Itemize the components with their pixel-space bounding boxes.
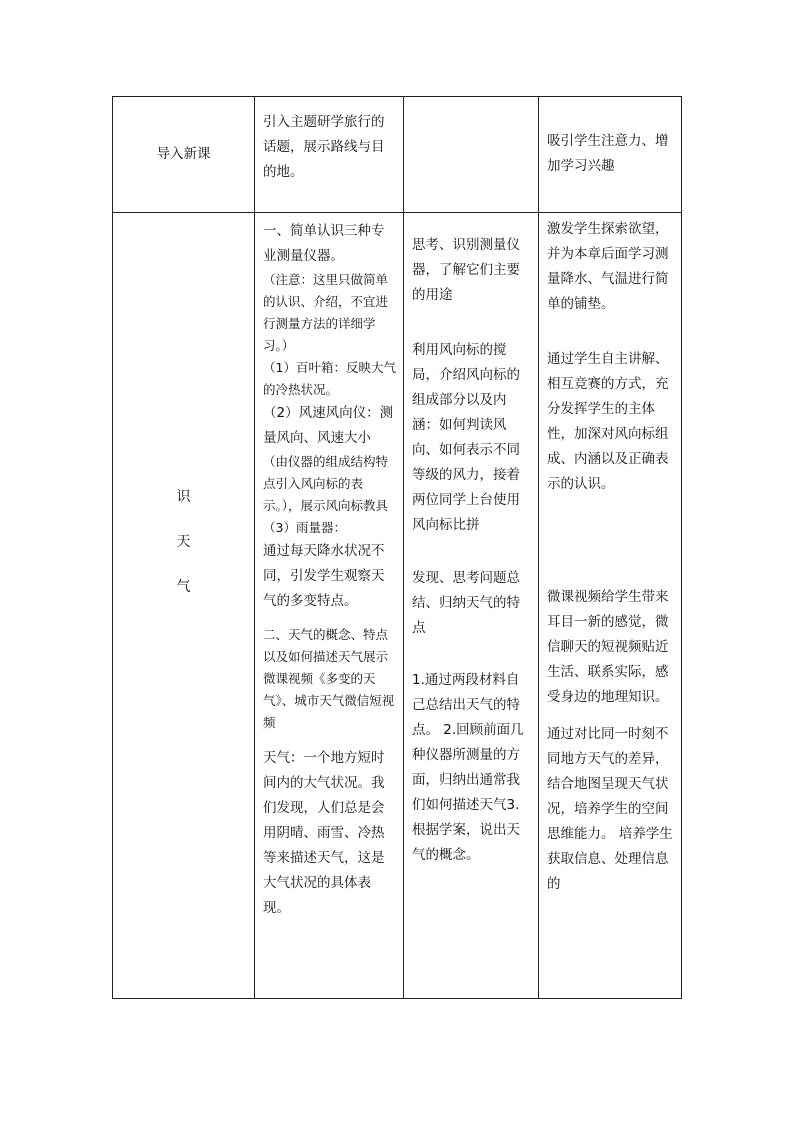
section-cell-intro: [113, 97, 255, 213]
purpose-paragraph: 通过对比同一时刻不同地方天气的差异，结合地图呈现天气状况，培养学生的空间思维能力。 培养学生获取信息、处理信息的: [547, 726, 673, 892]
table-row-intro: [113, 97, 682, 213]
design-purpose-cell: [539, 213, 682, 999]
teacher-paragraph: （2）风速风向仪：测量风向、风速大小: [263, 405, 394, 446]
section-cell-weather: [113, 213, 255, 999]
design-purpose-cell: [539, 97, 682, 213]
purpose-text: 吸引学生注意力、增加学习兴趣: [547, 133, 669, 174]
student-paragraph: 思考、识别测量仪器，了解它们主要的用途: [412, 237, 520, 303]
teacher-paragraph: （注意：这里只做简单的认识、介绍，不宜进行测量方法的详细学习。）: [263, 272, 389, 353]
section-char: 天: [176, 533, 191, 550]
teacher-activity-cell: [255, 97, 404, 213]
student-paragraph: 发现、思考问题总结、归纳天气的特点: [412, 570, 520, 636]
purpose-paragraph: 激发学生探索欲望，并为本章后面学习测量降水、气温进行简单的铺垫。: [547, 221, 669, 312]
section-char: 气: [176, 578, 191, 595]
section-label: 导入新课: [156, 145, 211, 162]
purpose-paragraph: 微课视频给学生带来耳目一新的感觉，微信聊天的短视频贴近生活、联系实际，感受身边的地理知识。: [547, 589, 669, 705]
table-row-weather: [113, 213, 682, 999]
teacher-paragraph: （由仪器的组成结构特点引入风向标的表示。），展示风向标教具: [263, 454, 389, 513]
lesson-plan-table: [112, 96, 682, 999]
teacher-paragraph: （1）百叶箱：反映大气的冷热状况。: [263, 360, 396, 397]
section-char: 识: [176, 488, 191, 505]
purpose-paragraph: 通过学生自主讲解、相互竞赛的方式，充分发挥学生的主体性，加深对风向标组成、内涵以及正确表示的认识。: [547, 351, 669, 492]
student-activity-cell: [404, 97, 539, 213]
teacher-paragraph: 二、天气的概念、特点以及如何描述天气展示微课视频《多变的天气》、城市天气微信短视频: [263, 627, 395, 730]
student-paragraph: 1.通过两段材料自己总结出天气的特点。 2.回顾前面几种仪器所测量的方面，归纳出通常我们如何描述天气3.根据学案，说出天气的概念。: [412, 672, 524, 863]
student-activity-cell: [404, 213, 539, 999]
teacher-paragraph: 天气：一个地方短时间内的大气状况。我们发现，人们总是会用阴晴、雨雪、冷热等来描述天气，这是大气状况的具体表现。: [263, 750, 385, 916]
teacher-text: 引入主题研学旅行的话题，展示路线与目的地。: [263, 114, 385, 180]
teacher-activity-cell: [255, 213, 404, 999]
teacher-paragraph: （3）雨量器：: [263, 520, 346, 535]
teacher-paragraph: 通过每天降水状况不同，引发学生观察天气的多变特点。: [263, 543, 385, 609]
student-paragraph: 利用风向标的搅局，介绍风向标的组成部分以及内涵：如何判读风向、如何表示不同等级的风力，接着两位同学上台使用风向标比拼: [412, 342, 520, 533]
teacher-paragraph: 一、简单认识三种专业测量仪器。: [263, 223, 385, 264]
